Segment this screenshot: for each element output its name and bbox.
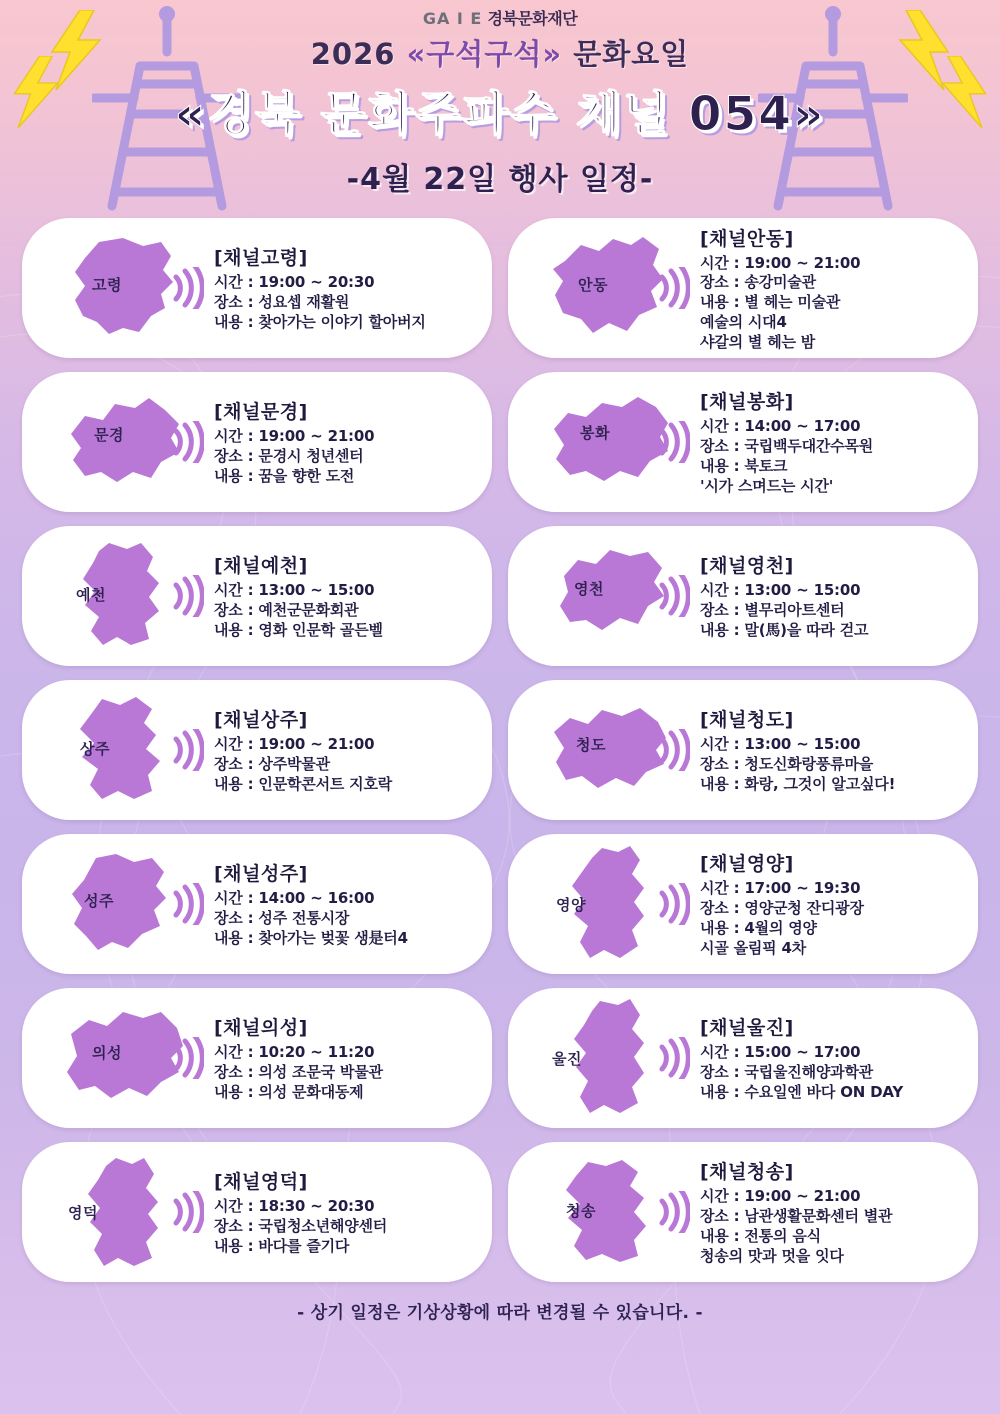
poster-header: [0, 0, 1000, 218]
schedule-content: 내용 : 영화 인문학 골든벨: [214, 620, 383, 639]
schedule-card: [508, 680, 978, 820]
map-shape-yeongyang: [560, 846, 660, 962]
organization-logo: [0, 6, 1000, 29]
wifi-icon: [170, 729, 204, 771]
wifi-icon: [656, 267, 690, 309]
schedule-text: [208, 397, 478, 486]
region-map: [40, 226, 208, 350]
region-name: 청송: [566, 1202, 596, 1220]
wifi-icon: [656, 883, 690, 925]
map-shape-uljin: [564, 999, 656, 1117]
channel-title: [채널문경]: [214, 401, 308, 424]
schedule-text: [208, 1013, 478, 1102]
schedule-card: [508, 526, 978, 666]
schedule-place: 장소 : 영양군청 잔디광장: [700, 899, 864, 918]
footer-note: - 상기 일정은 기상상황에 따라 변경될 수 있습니다. -: [297, 1303, 703, 1323]
schedule-place: 장소 : 예천군문화회관: [214, 601, 359, 620]
wifi-icon: [170, 1037, 204, 1079]
region-name: 울진: [552, 1050, 582, 1068]
schedule-content: 내용 : 4월의 영양: [700, 919, 817, 937]
schedule-content: 내용 : 수요일엔 바다 ON DAY: [700, 1082, 904, 1101]
region-map: [526, 226, 694, 350]
schedule-content: 내용 : 인문학콘서트 지호락: [214, 774, 393, 793]
map-shape-cheongsong: [554, 1158, 666, 1266]
map-shape-andong: [547, 235, 673, 341]
map-shape-uiseong: [61, 1008, 187, 1108]
schedule-place: 장소 : 성요셉 재활원: [214, 293, 350, 312]
schedule-content: 내용 : 찾아가는 이야기 할아버지: [214, 312, 426, 331]
schedule-content: 내용 : 의성 문화대동제: [214, 1082, 364, 1101]
schedule-content: 내용 : 꿈을 향한 도전: [214, 466, 355, 485]
schedule-card: [22, 988, 492, 1128]
region-map: [526, 688, 694, 812]
map-shape-yecheon: [69, 541, 179, 651]
schedule-card: [22, 1142, 492, 1282]
region-map: [40, 1150, 208, 1274]
schedule-text: [208, 705, 478, 794]
channel-title: [채널봉화]: [700, 391, 794, 414]
region-map: [526, 996, 694, 1120]
logo-text: 경북문화재단: [487, 9, 578, 28]
schedule-text: [208, 1167, 478, 1256]
schedule-text: [208, 551, 478, 640]
wifi-icon: [170, 1191, 204, 1233]
schedule-time: 시간 : 13:00 ~ 15:00: [700, 735, 861, 754]
wifi-icon: [656, 1037, 690, 1079]
channel-title: [채널영덕]: [214, 1171, 308, 1194]
region-map: [40, 842, 208, 966]
map-shape-cheongdo: [548, 704, 672, 796]
schedule-content-extra: '시가 스며드는 시간': [700, 476, 834, 495]
region-map: [526, 534, 694, 658]
schedule-content: 내용 : 화랑, 그것이 알고싶다!: [700, 774, 896, 793]
schedule-place: 장소 : 청도신화랑풍류마을: [700, 755, 874, 774]
map-shape-seongju: [66, 852, 182, 956]
subtitle-line: [0, 32, 1000, 73]
logo-mark: GA I E: [422, 9, 483, 28]
schedule-content: 내용 : 바다를 즐기다: [214, 1236, 350, 1255]
schedule-place: 장소 : 남관생활문화센터 별관: [700, 1207, 893, 1226]
region-map: [40, 996, 208, 1120]
schedule-place: 장소 : 별무리아트센터: [700, 601, 845, 620]
schedule-text: [694, 224, 964, 353]
schedule-place: 장소 : 국립백두대간수목원: [700, 437, 874, 456]
region-name: 영천: [574, 580, 604, 598]
region-map: [526, 1150, 694, 1274]
region-name: 안동: [578, 276, 608, 294]
region-name: 청도: [576, 736, 606, 754]
schedule-card: [22, 218, 492, 358]
wifi-icon: [656, 575, 690, 617]
schedule-place: 장소 : 상주박물관: [214, 755, 330, 774]
schedule-card: [22, 680, 492, 820]
channel-title: [채널청송]: [700, 1161, 794, 1184]
map-shape-yeongdeok: [76, 1156, 172, 1268]
schedule-content-extra: 샤갈의 별 헤는 밤: [700, 332, 816, 351]
schedule-card: [22, 834, 492, 974]
region-name: 성주: [84, 892, 114, 910]
region-map: [526, 380, 694, 504]
schedule-place: 장소 : 국립청소년해양센터: [214, 1217, 388, 1236]
schedule-time: 시간 : 14:00 ~ 17:00: [700, 417, 861, 436]
schedule-time: 시간 : 13:00 ~ 15:00: [700, 581, 861, 600]
schedule-content: 내용 : 전통의 음식: [700, 1227, 821, 1245]
schedule-place: 장소 : 의성 조문국 박물관: [214, 1063, 383, 1082]
schedule-content-extra: 청송의 맛과 멋을 잇다: [700, 1246, 844, 1265]
schedule-content: 내용 : 북토크: [700, 457, 788, 475]
schedule-place: 장소 : 성주 전통시장: [214, 909, 350, 928]
schedule-card-grid: [0, 218, 1000, 1282]
schedule-time: 시간 : 18:30 ~ 20:30: [214, 1197, 375, 1216]
schedule-text: [208, 859, 478, 948]
region-map: [526, 842, 694, 966]
region-map: [40, 688, 208, 812]
schedule-content: 내용 : 별 헤는 미술관: [700, 293, 841, 312]
region-name: 봉화: [580, 424, 610, 442]
map-shape-yeongcheon: [550, 546, 670, 646]
wifi-icon: [170, 575, 204, 617]
region-name: 상주: [80, 740, 110, 758]
channel-title: [채널청도]: [700, 709, 794, 732]
wifi-icon: [656, 1191, 690, 1233]
region-name: 고령: [92, 276, 122, 294]
page-title: «경북 문화주파수 채널 054»: [174, 87, 826, 142]
map-shape-mungyeong: [61, 394, 187, 490]
channel-title: [채널성주]: [214, 863, 308, 886]
schedule-text: [208, 243, 478, 332]
schedule-text: [694, 1157, 964, 1266]
map-shape-goryeong: [65, 236, 183, 340]
channel-title: [채널영양]: [700, 853, 794, 876]
wifi-icon: [170, 883, 204, 925]
schedule-card: [508, 218, 978, 358]
schedule-text: [694, 705, 964, 794]
title-year: 2026: [310, 37, 407, 71]
region-name: 예천: [76, 586, 106, 604]
channel-title: [채널예천]: [214, 555, 308, 578]
channel-title: [채널의성]: [214, 1017, 308, 1040]
channel-title: [채널고령]: [214, 247, 308, 270]
channel-title: [채널울진]: [700, 1017, 794, 1040]
schedule-text: [694, 387, 964, 496]
schedule-card: [508, 1142, 978, 1282]
schedule-time: 시간 : 19:00 ~ 21:00: [700, 253, 861, 272]
schedule-card: [22, 526, 492, 666]
title-accent: «구석구석»: [406, 37, 563, 71]
wifi-icon: [170, 421, 204, 463]
schedule-place: 장소 : 국립울진해양과학관: [700, 1063, 874, 1082]
wifi-icon: [656, 729, 690, 771]
schedule-place: 장소 : 문경시 청년센터: [214, 447, 364, 466]
schedule-time: 시간 : 10:20 ~ 11:20: [214, 1043, 375, 1062]
schedule-card: [22, 372, 492, 512]
schedule-text: [694, 849, 964, 958]
event-date-subtitle: -4월 22일 행사 일정-: [346, 162, 654, 197]
region-name: 문경: [94, 426, 124, 444]
schedule-time: 시간 : 17:00 ~ 19:30: [700, 879, 861, 898]
schedule-text: [694, 1013, 964, 1102]
channel-title: [채널상주]: [214, 709, 308, 732]
schedule-time: 시간 : 14:00 ~ 16:00: [214, 889, 375, 908]
schedule-card: [508, 834, 978, 974]
schedule-time: 시간 : 19:00 ~ 21:00: [214, 735, 375, 754]
region-map: [40, 534, 208, 658]
poster-title-block: [0, 32, 1000, 198]
schedule-time: 시간 : 19:00 ~ 20:30: [214, 273, 375, 292]
schedule-content: 내용 : 찾아가는 벚꽃 생是터4: [214, 928, 408, 947]
schedule-card: [508, 988, 978, 1128]
schedule-text: [694, 551, 964, 640]
region-name: 영덕: [68, 1204, 98, 1222]
channel-title: [채널영천]: [700, 555, 794, 578]
schedule-time: 시간 : 13:00 ~ 15:00: [214, 581, 375, 600]
region-name: 영양: [556, 896, 586, 914]
schedule-time: 시간 : 19:00 ~ 21:00: [214, 427, 375, 446]
schedule-time: 시간 : 19:00 ~ 21:00: [700, 1187, 861, 1206]
schedule-content-extra: 시골 올림픽 4차: [700, 938, 807, 957]
schedule-content-extra: 예술의 시대4: [700, 312, 787, 331]
schedule-content: 내용 : 말(馬)을 따라 걷고: [700, 620, 869, 639]
region-name: 의성: [92, 1044, 122, 1062]
region-map: [40, 380, 208, 504]
schedule-card: [508, 372, 978, 512]
wifi-icon: [170, 267, 204, 309]
wifi-icon: [656, 421, 690, 463]
map-shape-bonghwa: [546, 395, 674, 489]
schedule-place: 장소 : 송강미술관: [700, 273, 816, 292]
schedule-time: 시간 : 15:00 ~ 17:00: [700, 1043, 861, 1062]
map-shape-sangju: [68, 695, 180, 805]
channel-title: [채널안동]: [700, 227, 794, 250]
title-suffix: 문화요일: [562, 37, 690, 71]
